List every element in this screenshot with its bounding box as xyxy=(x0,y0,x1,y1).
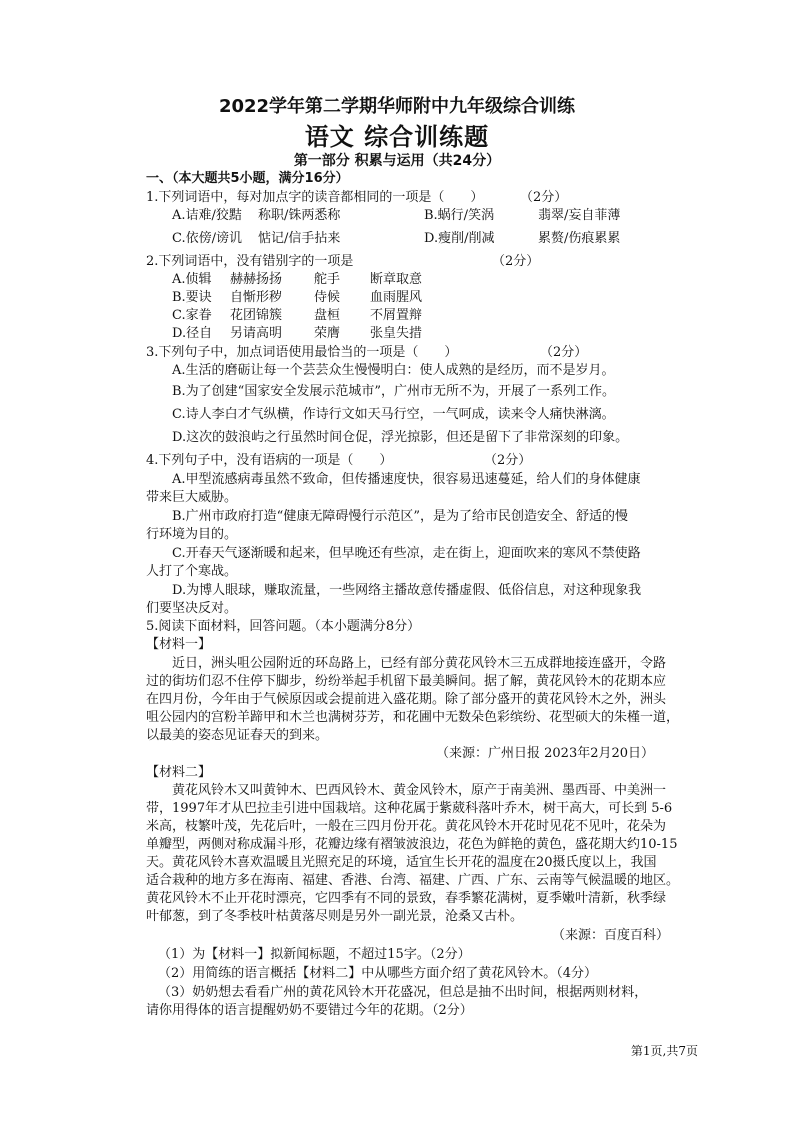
material-1-title: 【材料一】 xyxy=(146,637,212,652)
q2-c-3: 盘桓 xyxy=(314,308,341,323)
q4-option-b-line1: B.广州市政府打造“健康无障碍慢行示范区”，是为了给市民创造安全、舒适的慢 xyxy=(172,509,628,524)
material-2-line: 单瓣型，两侧对称成漏斗形，花瓣边缘有褶皱波浪边，花色为鲜艳的黄色，盛花期大约10-15 xyxy=(146,837,678,852)
q1-option-b-2: 翡翠/妄自菲薄 xyxy=(538,208,621,223)
q2-c-4: 不屑置辩 xyxy=(370,308,423,323)
q4-stem: 4.下列句子中，没有语病的一项是（ ） xyxy=(146,453,393,468)
q4-option-a-line1: A.甲型流感病毒虽然不致命，但传播速度快，很容易迅速蔓延，给人们的身体健康 xyxy=(172,472,641,487)
material-2-line: 天。黄花风铃木喜欢温暖且光照充足的环境，适宜生长开花的温度在20摄氏度以上，我国 xyxy=(146,855,657,870)
material-2-line: 黄花风铃木又叫黄钟木、巴西风铃木、黄金风铃木，原产于南美洲、墨西哥、中美洲一 xyxy=(172,783,667,798)
material-1-line: 咀公园内的宫粉羊蹄甲和木兰也满树芬芳，和花圃中无数朵色彩缤纷、花型硕大的朱槿一道， xyxy=(146,710,680,725)
q3-option-b: B.为了创建“国家安全发展示范城市”，广州市无所不为，开展了一系列工作。 xyxy=(172,384,615,399)
q2-b-3: 侍候 xyxy=(314,290,341,305)
q2-b-2: 自惭形秽 xyxy=(230,290,283,305)
exam-subtitle: 语文 综合训练题 xyxy=(304,123,490,151)
section-heading: 一、（本大题共5小题，满分16分） xyxy=(146,171,349,186)
q2-a-1: A.侦辑 xyxy=(172,272,212,287)
q2-a-3: 舵手 xyxy=(314,272,341,287)
q5-stem: 5.阅读下面材料，回答问题。（本小题满分8分） xyxy=(146,619,421,634)
q2-d-3: 荣膺 xyxy=(314,326,341,341)
material-1-line: 在四月份，今年由于气候原因或会提前进入盛花期。除了部分盛开的黄花风铃木之外，洲头 xyxy=(146,692,667,707)
material-1-line: 近日，洲头咀公园附近的环岛路上，已经有部分黄花风铃木三五成群地接连盛开，令路 xyxy=(172,656,667,671)
q5-subquestion-3-line1: （3）奶奶想去看看广州的黄花风铃木开花盛况，但总是抽不出时间，根据两则材料， xyxy=(158,985,648,1000)
material-2-line: 适合栽种的地方多在海南、福建、香港、台湾、福建、广西、广东、云南等气候温暖的地区。 xyxy=(146,873,680,888)
q3-score: （2分） xyxy=(540,345,588,360)
q2-b-4: 血雨腥风 xyxy=(370,290,423,305)
q1-option-b-1: B.蜗行/笑涡 xyxy=(424,208,495,223)
q4-option-d-line2: 们要坚决反对。 xyxy=(146,601,238,616)
q2-a-4: 断章取意 xyxy=(370,272,423,287)
material-2-line: 黄花风铃木不止开花时漂亮，它四季有不同的景致，春季繁花满树，夏季嫩叶清新，秋季绿 xyxy=(146,891,667,906)
material-1-source: （来源：广州日报 2023年2月20日） xyxy=(436,746,655,761)
q4-option-b-line2: 行环境为目的。 xyxy=(146,527,238,542)
q2-b-1: B.要诀 xyxy=(172,290,212,305)
q2-a-2: 赫赫扬扬 xyxy=(230,272,283,287)
q4-option-c-line1: C.开春天气逐渐暖和起来，但早晚还有些凉，走在街上，迎面吹来的寒风不禁使路 xyxy=(172,546,641,561)
q4-option-c-line2: 人打了个寒战。 xyxy=(146,564,238,579)
material-1-line: 过的街坊们忍不住停下脚步，纷纷举起手机留下最美瞬间。据了解，黄花风铃木的花期本应 xyxy=(146,674,667,689)
q3-option-d: D.这次的鼓浪屿之行虽然时间仓促，浮光掠影，但还是留下了非常深刻的印象。 xyxy=(172,430,629,445)
q5-subquestion-3-line2: 请你用得体的语言提醒奶奶不要错过今年的花期。（2分） xyxy=(146,1003,473,1018)
q1-score: （2分） xyxy=(520,190,568,205)
q2-score: （2分） xyxy=(492,254,540,269)
exam-title: 2022学年第二学期华师附中九年级综合训练 xyxy=(218,96,576,117)
page-number: 第1页,共7页 xyxy=(630,1044,698,1058)
q3-stem: 3.下列句子中，加点词语使用最恰当的一项是（ ） xyxy=(146,345,458,360)
material-2-line: 带，1997年才从巴拉圭引进中国栽培。这种花属于紫葳科落叶乔木，树干高大，可长到 5-6 xyxy=(146,801,673,816)
q1-option-a-1: A.诘难/狡黠 xyxy=(172,208,242,223)
q1-stem: 1.下列词语中，每对加点字的读音都相同的一项是（ ） xyxy=(146,190,484,205)
q2-d-1: D.径自 xyxy=(172,326,213,341)
q1-option-d-2: 累赘/伤痕累累 xyxy=(538,231,621,246)
q2-d-4: 张皇失措 xyxy=(370,326,423,341)
material-2-line: 叶郁葱，到了冬季枝叶枯黄落尽则是另外一副光景，沧桑又古朴。 xyxy=(146,909,524,924)
material-2-source: （来源：百度百科） xyxy=(552,928,670,943)
q5-subquestion-2: （2）用简练的语言概括【材料二】中从哪些方面介绍了黄花风铃木。（4分） xyxy=(158,966,598,981)
q1-option-c-2: 惦记/信手拈来 xyxy=(258,231,341,246)
material-2-line: 米高，枝繁叶茂，先花后叶，一般在三四月份开花。黄花风铃木开花时见花不见叶，花朵为 xyxy=(146,819,667,834)
q3-option-c: C.诗人李白才气纵横，作诗行文如天马行空，一气呵成，读来令人痛快淋漓。 xyxy=(172,407,615,422)
part-heading: 第一部分 积累与运用（共24分） xyxy=(293,153,501,169)
q5-subquestion-1: （1）为【材料一】拟新闻标题，不超过15字。（2分） xyxy=(158,947,471,962)
material-1-line: 以最美的姿态见证春天的到来。 xyxy=(146,728,329,743)
q1-option-c-1: C.依傍/谤讥 xyxy=(172,231,242,246)
q2-d-2: 另请高明 xyxy=(230,326,283,341)
material-2-title: 【材料二】 xyxy=(146,765,212,780)
q4-option-a-line2: 带来巨大威胁。 xyxy=(146,490,238,505)
q1-option-a-2: 称职/铢两悉称 xyxy=(258,208,341,223)
q1-option-d-1: D.瘦削/削减 xyxy=(424,231,495,246)
q2-c-1: C.家眷 xyxy=(172,308,212,323)
q2-c-2: 花团锦簇 xyxy=(230,308,283,323)
q3-option-a: A.生活的磨砺让每一个芸芸众生慢慢明白：使人成熟的是经历，而不是岁月。 xyxy=(172,363,615,378)
q2-stem: 2.下列词语中，没有错别字的一项是 xyxy=(146,254,354,269)
q4-score: （2分） xyxy=(484,453,532,468)
q4-option-d-line1: D.为博人眼球，赚取流量，一些网络主播故意传播虚假、低俗信息，对这种现象我 xyxy=(172,583,642,598)
